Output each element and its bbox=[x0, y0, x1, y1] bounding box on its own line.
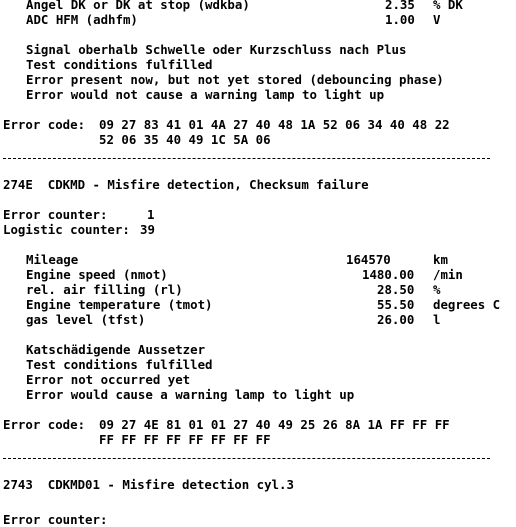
param-unit: km bbox=[433, 252, 448, 267]
param-label: ADC HFM (adhfm) bbox=[26, 12, 138, 27]
error-code-label: Error code: bbox=[3, 417, 86, 432]
param-label: Mileage bbox=[26, 252, 79, 267]
status-line: Error not occurred yet bbox=[26, 372, 191, 387]
logistic-counter-value: 39 bbox=[140, 222, 155, 237]
param-label: rel. air filling (rl) bbox=[26, 282, 183, 297]
status-line: Katschädigende Aussetzer bbox=[26, 342, 206, 357]
error-code-bytes: 52 06 35 40 49 1C 5A 06 bbox=[99, 132, 271, 147]
param-unit: degrees C bbox=[433, 297, 501, 312]
partial-line: Error counter: bbox=[3, 512, 108, 527]
status-line: Error present now, but not yet stored (debouncing phase) bbox=[26, 72, 444, 87]
param-value: 1.00 bbox=[385, 12, 415, 27]
param-label: gas level (tfst) bbox=[26, 312, 146, 327]
status-line: Error would cause a warning lamp to light up bbox=[26, 387, 355, 402]
error-code-bytes: 09 27 4E 81 01 01 27 40 49 25 26 8A 1A FF FF FF bbox=[99, 417, 450, 432]
fault-title: 274E CDKMD - Misfire detection, Checksum failure bbox=[3, 177, 369, 192]
logistic-counter-label: Logistic counter: bbox=[3, 222, 130, 237]
param-value: 28.50 bbox=[377, 282, 415, 297]
error-code-label: Error code: bbox=[3, 117, 86, 132]
param-unit: % bbox=[433, 282, 441, 297]
error-counter-value: 1 bbox=[147, 207, 155, 222]
separator bbox=[3, 458, 490, 459]
status-line: Error would not cause a warning lamp to light up bbox=[26, 87, 385, 102]
separator bbox=[3, 158, 490, 159]
param-value: 164570 bbox=[346, 252, 391, 267]
param-label: Angel DK or DK at stop (wdkba) bbox=[26, 0, 250, 12]
param-value: 55.50 bbox=[377, 297, 415, 312]
param-label: Engine speed (nmot) bbox=[26, 267, 168, 282]
param-unit: % DK bbox=[433, 0, 463, 12]
param-value: 26.00 bbox=[377, 312, 415, 327]
status-line: Test conditions fulfilled bbox=[26, 57, 213, 72]
status-line: Test conditions fulfilled bbox=[26, 357, 213, 372]
error-code-bytes: FF FF FF FF FF FF FF FF bbox=[99, 432, 271, 447]
param-unit: /min bbox=[433, 267, 463, 282]
param-value: 1480.00 bbox=[362, 267, 415, 282]
param-value: 2.35 bbox=[385, 0, 415, 12]
param-label: Engine temperature (tmot) bbox=[26, 297, 213, 312]
error-code-bytes: 09 27 83 41 01 4A 27 40 48 1A 52 06 34 40 48 22 bbox=[99, 117, 450, 132]
param-unit: l bbox=[433, 312, 441, 327]
error-counter-label: Error counter: bbox=[3, 207, 108, 222]
status-line: Signal oberhalb Schwelle oder Kurzschluss nach Plus bbox=[26, 42, 407, 57]
fault-title: 2743 CDKMD01 - Misfire detection cyl.3 bbox=[3, 477, 294, 492]
param-unit: V bbox=[433, 12, 441, 27]
